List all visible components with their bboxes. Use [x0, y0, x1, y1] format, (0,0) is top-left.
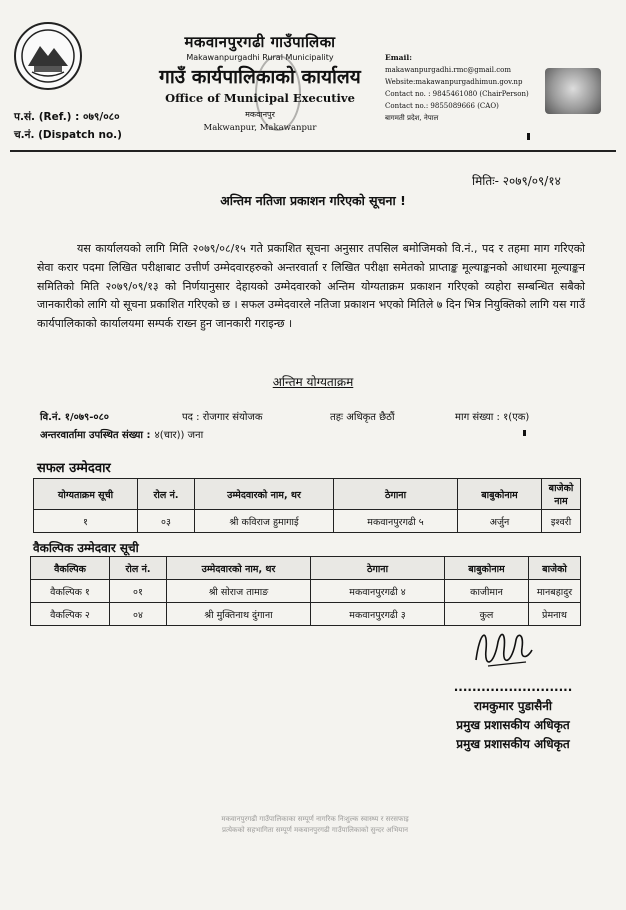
col-header: बाजेको	[529, 557, 581, 580]
notice-title: अन्तिम नतिजा प्रकाशन गरिएको सूचना !	[220, 193, 406, 208]
col-header: ठेगाना	[311, 557, 445, 580]
location-en: Makwanpur, Makawanpur	[203, 123, 317, 133]
section-title-text: अन्तिम योग्यताक्रम	[272, 375, 354, 389]
signatory-stamp: प्रमुख प्रशासकीय अधिकृत	[456, 737, 570, 751]
table-cell: कुल	[445, 603, 529, 626]
signatory-block	[428, 678, 598, 754]
footer-line-2: प्रत्येकको सहभागिता सम्पूर्ण मकवानपुरगढी गाउँपालिकाको सुन्दर अभियान	[221, 826, 409, 834]
table-cell: ०४	[110, 603, 167, 626]
mark-dot	[527, 133, 530, 140]
table-cell: श्री मुक्तिनाथ दुंगाना	[167, 603, 311, 626]
table-header-row	[31, 557, 581, 580]
col-header: रोल नं.	[138, 479, 195, 510]
interview-count	[40, 427, 203, 441]
footer-line-1: मकवानपुरगढी गाउँपालिकाका सम्पूर्ण नागरिक निःशुल्क स्वास्थ्य र सरसफाइ	[221, 815, 409, 823]
table-cell: वैकल्पिक १	[31, 580, 110, 603]
table-cell: काजीमान	[445, 580, 529, 603]
contact-cao: Contact no.: 9855089666 (CAO)	[385, 102, 499, 110]
notice-date: मितिः- २०७९/०९/१४	[472, 174, 561, 188]
col-header: उम्मेदवारको नाम, थर	[167, 557, 311, 580]
table-cell: इश्वरी	[542, 510, 581, 533]
table-row	[34, 510, 581, 533]
demand-count: माग संख्या : १(एक)	[455, 412, 530, 423]
signatory-designation: प्रमुख प्रशासकीय अधिकृत	[456, 718, 570, 732]
table-row	[31, 580, 581, 603]
table-cell: मानबहादुर	[529, 580, 581, 603]
successful-heading: सफल उम्मेदवार	[37, 461, 111, 476]
interview-label: अन्तरवार्तामा उपस्थित संख्या :	[40, 430, 151, 441]
table-cell: अर्जुन	[458, 510, 542, 533]
contact-block	[385, 52, 529, 124]
post-name: पद : रोजगार संयोजक	[182, 412, 263, 423]
signature-dots: ..........................	[453, 680, 573, 694]
table-cell: मकवानपुरगढी ३	[311, 603, 445, 626]
signature-icon	[468, 620, 538, 675]
interview-value: ४(चार)) जना	[154, 430, 204, 441]
col-header: योग्यताक्रम सूची	[34, 479, 138, 510]
table-header-row	[34, 479, 581, 510]
table-cell: मकवानपुरगढी ५	[334, 510, 458, 533]
table-cell: ०१	[110, 580, 167, 603]
col-header: ठेगाना	[334, 479, 458, 510]
notice-body: यस कार्यालयको लागि मिति २०७९/०८/१५ गते प्रकाशित सूचना अनुसार तपसिल बमोजिमको वि.नं., पद र तहमा माग गरिएको सेवा करार पदमा लिखित परीक्षाबाट उत्तीर्ण उम्मेदवारहरुको अन्तरवार्ता र लिखित परीक्षा समेतको प्राप्ताङ्क मूल्याङ्कनको आधारमा मूल्याङ्कन समितिको मिति २०७९/०९/१३ को निर्णयानुसार देहायको उम्मेदवारको अन्तिम योग्यताक्रम प्रकाशन गरिएको व्यहोरा सम्बन्धित सबैको जानकारीको लागि यो सूचना प्रकाशित गरिएको छ । सफल उम्मेदवारले नतिजा प्रकाशन भएको मितिले ७ दिन भित्र नियुक्तिको लागि यस गाउँ कार्यपालिकाको कार्यालयमा सम्पर्क राख्न हुन जानकारी गराइन्छ ।	[37, 242, 585, 331]
ref-number: प.सं. (Ref.) : ०७९/०८०	[14, 111, 120, 123]
table-cell: वैकल्पिक २	[31, 603, 110, 626]
col-header: उम्मेदवारको नाम, थर	[195, 479, 334, 510]
email-label: Email:	[385, 53, 412, 62]
alternate-table	[30, 556, 581, 626]
office-name-np: गाउँ कार्यपालिकाको कार्यालय	[159, 66, 361, 88]
dispatch-number: च.नं. (Dispatch no.)	[14, 129, 122, 141]
table-cell: ०३	[138, 510, 195, 533]
signatory-name: रामकुमार पुडासैनी	[473, 699, 552, 713]
section-title	[0, 373, 626, 390]
table-cell: १	[34, 510, 138, 533]
col-header: बाबुकोनाम	[458, 479, 542, 510]
post-level: तहः अधिकृत छैठौं	[330, 412, 395, 423]
email-address: makawanpurgadhi.rmc@gmail.com	[385, 66, 512, 74]
municipality-name-np: मकवानपुरगढी गाउँपालिका	[184, 33, 336, 51]
table-cell: श्री कविराज हुमागाई	[195, 510, 334, 533]
col-header: रोल नं.	[110, 557, 167, 580]
contact-chair: Contact no. : 9845461080 (ChairPerson)	[385, 90, 529, 98]
col-header: बाबुकोनाम	[445, 557, 529, 580]
col-header: वैकल्पिक	[31, 557, 110, 580]
government-emblem-icon	[14, 22, 82, 90]
mark-dot-2	[523, 430, 526, 436]
footer	[150, 814, 480, 836]
successful-table	[33, 478, 581, 533]
table-cell: प्रेमनाथ	[529, 603, 581, 626]
alternate-heading: वैकल्पिक उम्मेदवार सूची	[33, 541, 139, 555]
location-np: मकवानपुर	[245, 110, 275, 119]
table-cell: मकवानपुरगढी ४	[311, 580, 445, 603]
office-name-en: Office of Municipal Executive	[165, 91, 355, 105]
globe-logo-icon	[545, 68, 601, 114]
province: बागमती प्रदेश, नेपाल	[385, 114, 439, 122]
col-header: बाजेको नाम	[542, 479, 581, 510]
municipality-name-en: Makawanpurgadhi Rural Municipality	[186, 53, 334, 62]
reference-block	[14, 108, 122, 144]
ad-number: वि.नं. १/०७९-०८०	[40, 412, 109, 423]
table-cell: श्री सोराज तामाङ	[167, 580, 311, 603]
header-divider	[10, 150, 616, 152]
website: Website:makawanpurgadhimun.gov.np	[385, 78, 523, 86]
office-stamp-icon	[255, 55, 301, 131]
emblem-mountain-icon	[20, 28, 76, 84]
